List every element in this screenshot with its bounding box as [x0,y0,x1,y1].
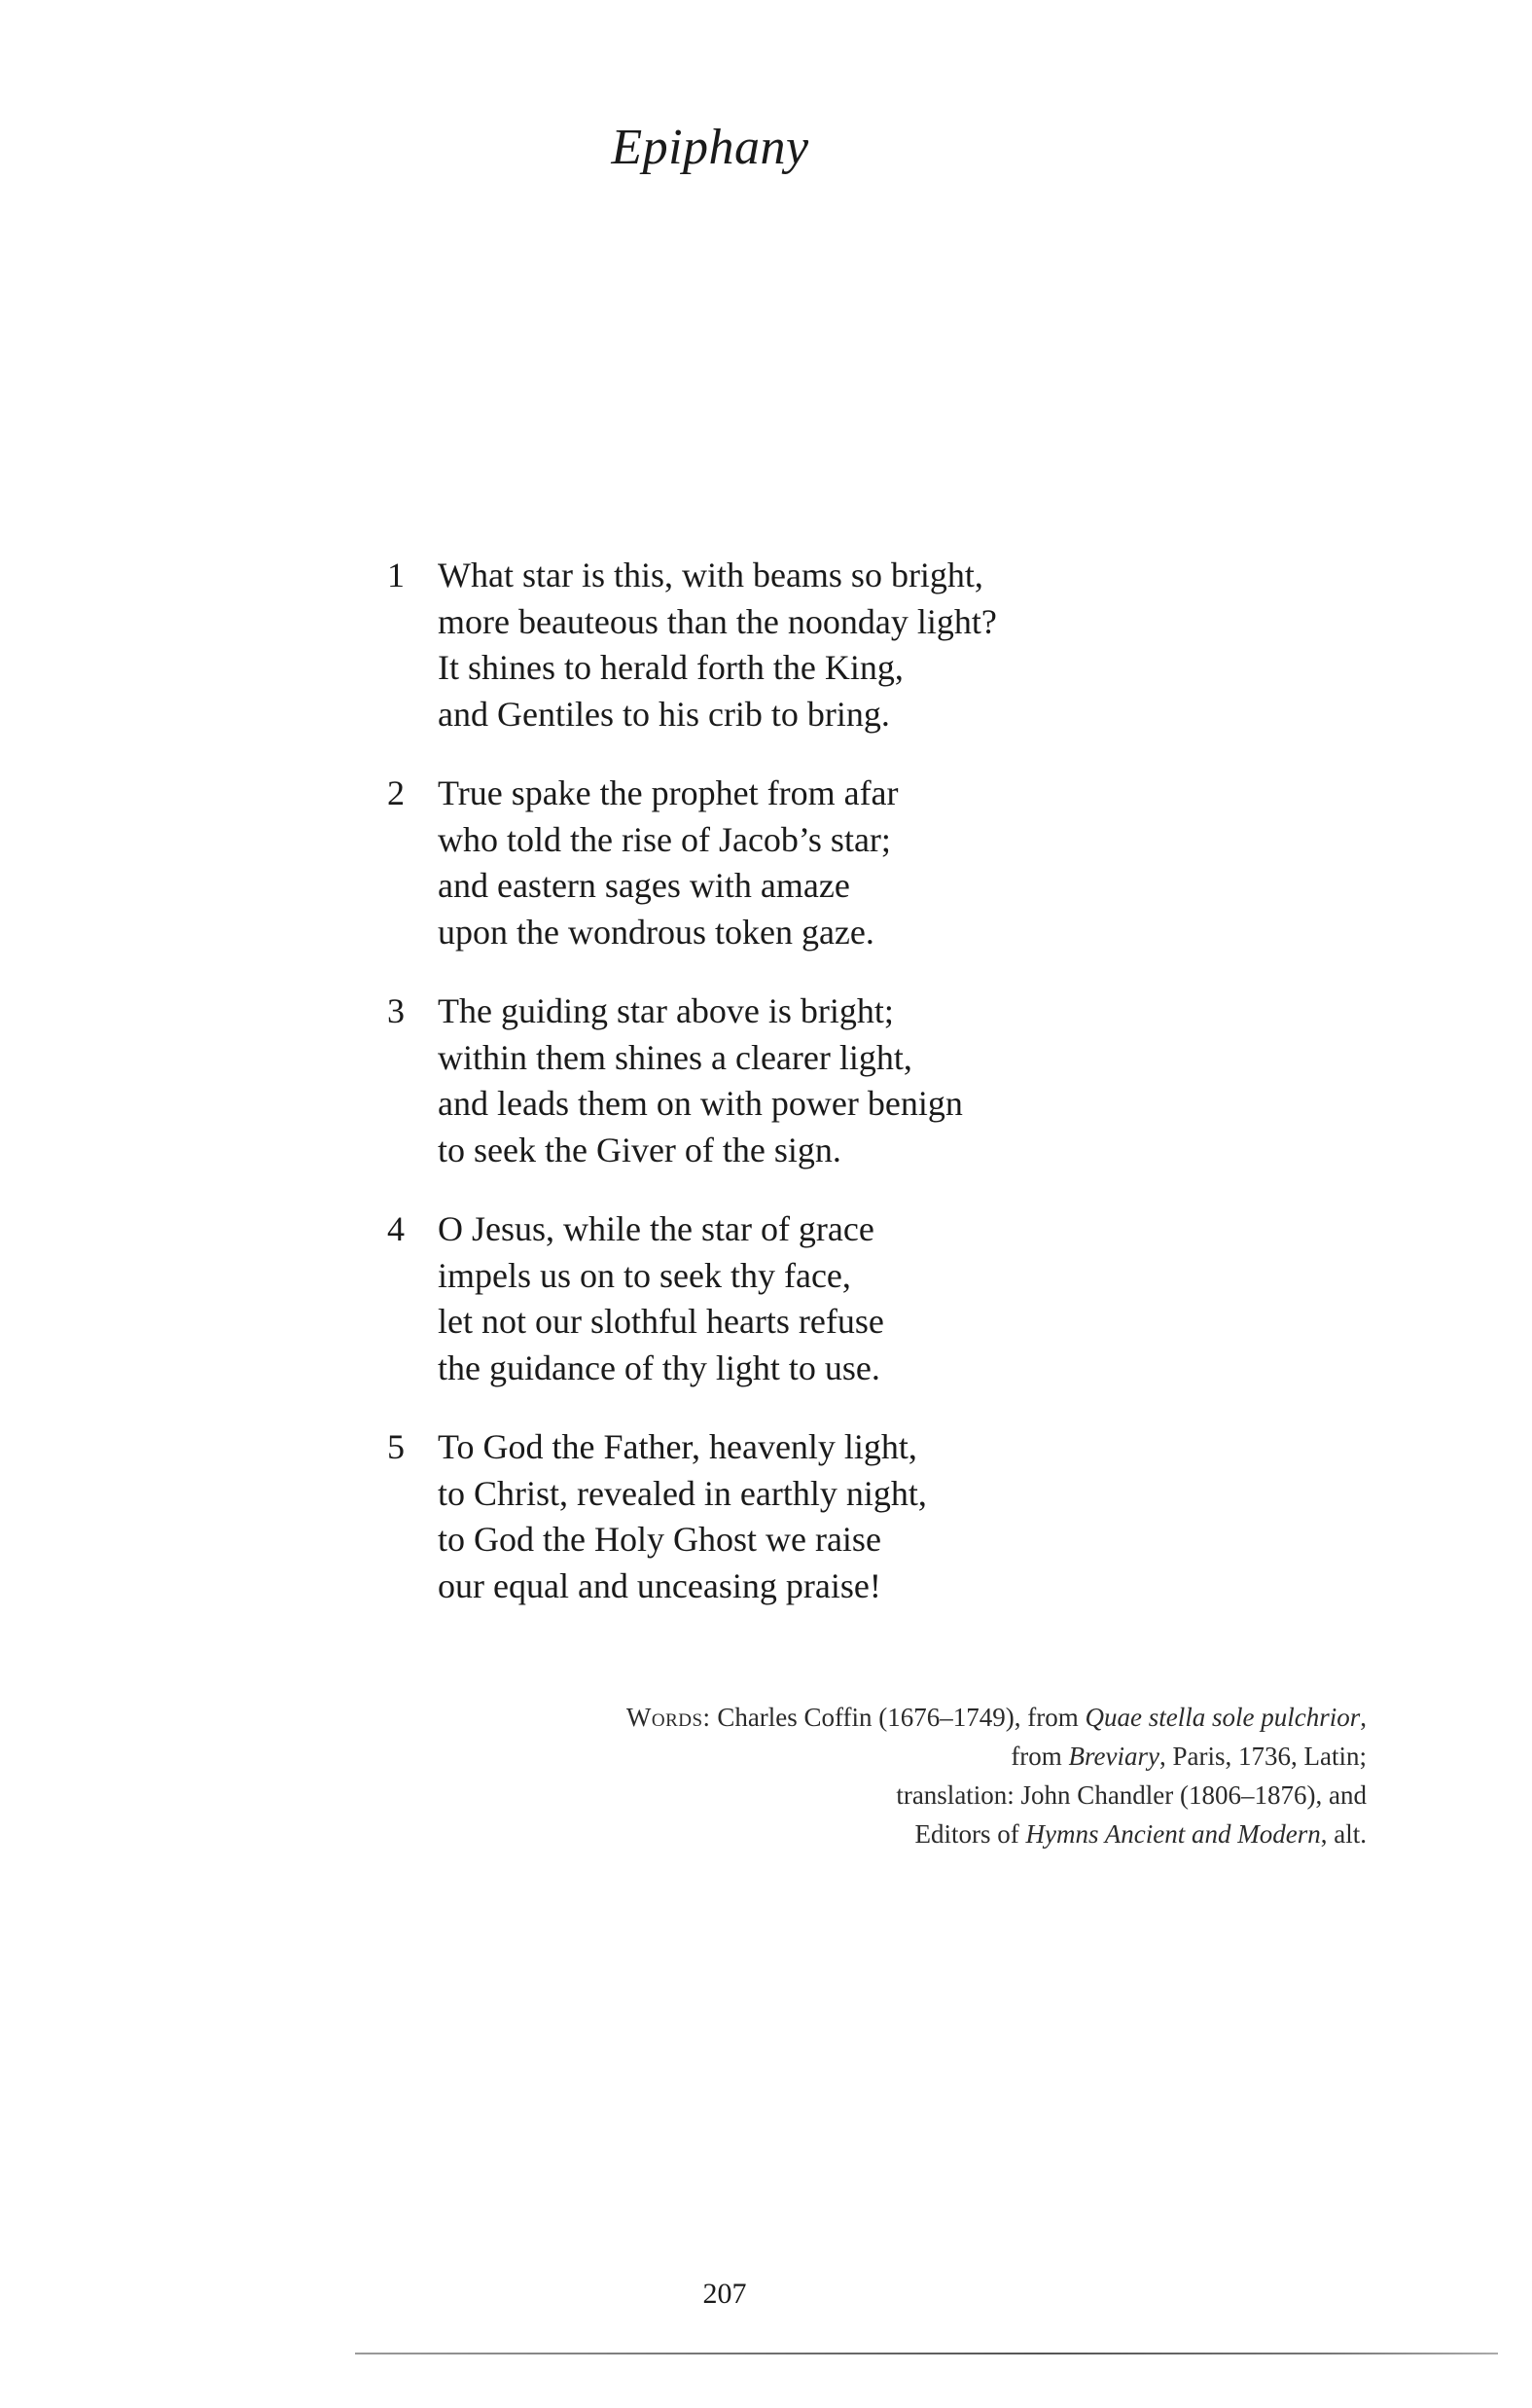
attribution-text: , [1360,1703,1367,1732]
verse-line: our equal and unceasing praise! [438,1565,881,1605]
verse-line: True spake the prophet from afar [438,773,899,812]
source-title: Breviary [1068,1742,1160,1771]
hymn-text [377,553,1136,1642]
attribution-text: , Paris, 1736, Latin; [1159,1742,1367,1771]
verse-line: let not our slothful hearts refuse [438,1302,884,1341]
attribution-line [626,1815,1367,1853]
source-title: Quae stella sole pulchrior [1085,1703,1361,1732]
attribution-line: translation: John Chandler (1806–1876), and [896,1780,1367,1810]
verse [377,1424,1136,1609]
verse-line: the guidance of thy light to use. [438,1348,880,1387]
page-title: Epiphany [611,120,809,175]
verse-number: 1 [387,556,405,594]
verse-line: To God the Father, heavenly light, [438,1427,917,1466]
verse-number: 3 [387,991,405,1030]
verse-line: It shines to herald forth the King, [438,648,904,687]
verse [377,771,1136,955]
attribution-label: Words: [625,1703,711,1732]
verse-line: and eastern sages with amaze [438,866,850,905]
attribution-line [626,1737,1367,1776]
verse-number: 4 [387,1209,405,1248]
source-title: Hymns Ancient and Modern [1025,1819,1321,1849]
verse-line: impels us on to seek thy face, [438,1255,851,1295]
verse [377,553,1136,737]
page-number: 207 [702,2278,747,2310]
verse-line: who told the rise of Jacob’s star; [438,819,891,859]
verse-line: and Gentiles to his crib to bring. [438,694,890,734]
verse-line: What star is this, with beams so bright, [438,556,983,594]
verse [377,1206,1136,1391]
verse-number: 5 [387,1427,405,1466]
attribution-text: , alt. [1320,1819,1367,1849]
attribution-text: Editors of [914,1819,1026,1849]
attribution-line [626,1698,1367,1737]
verse-number: 2 [387,773,405,812]
verse-line: within them shines a clearer light, [438,1037,912,1077]
verse-line: upon the wondrous token gaze. [438,912,874,952]
verse-line: O Jesus, while the star of grace [438,1209,874,1248]
verse-line: and leads them on with power benign [438,1084,963,1123]
attribution-text: from [1011,1742,1069,1771]
verse-line: to Christ, revealed in earthly night, [438,1473,927,1513]
verse [377,988,1136,1173]
attribution [626,1698,1367,1853]
verse-line: more beauteous than the noonday light? [438,601,997,641]
attribution-text: Charles Coffin (1676–1749), from [710,1703,1086,1732]
verse-line: The guiding star above is bright; [438,991,894,1030]
verse-line: to seek the Giver of the sign. [438,1130,841,1169]
bottom-rule [355,2353,1498,2354]
verse-line: to God the Holy Ghost we raise [438,1520,881,1559]
